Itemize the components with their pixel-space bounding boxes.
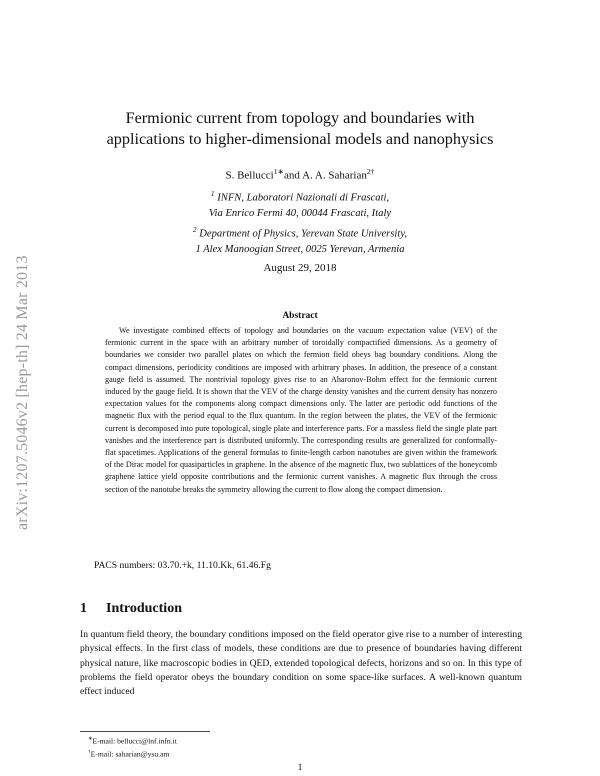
arxiv-identifier: arXiv:1207.5046v2 [hep-th] 24 Mar 2013 xyxy=(14,255,31,530)
affiliation-2 xyxy=(100,222,500,257)
affiliation-1-line-1: INFN, Laboratori Nazionali di Frascati, xyxy=(217,192,390,204)
affiliation-2-line-1: Department of Physics, Yerevan State University, xyxy=(199,228,408,240)
abstract-heading: Abstract xyxy=(282,311,318,321)
footnote-1 xyxy=(80,734,500,747)
footnote-2-mark: † xyxy=(88,749,91,756)
affiliation-1 xyxy=(100,186,500,221)
footnote-1-text: E-mail: bellucci@lnf.infn.it xyxy=(92,736,177,746)
page-number: 1 xyxy=(297,762,303,773)
paper-title xyxy=(80,108,520,150)
abstract-text: We investigate combined effects of topology and boundaries on the vacuum expectation value (VEV) of the fermionic current in the space with an arbitrary number of toroidally compactified dimensions. As a geometry of boundaries we consider two parallel plates on which the fermion field obeys bag boundary conditions. Along the compact dimensions, periodicity conditions are imposed with arbitrary phases. In addition, the presence of a constant gauge field is assumed. The nontrivial topology gives rise to an Aharonov-Bohm effect for the fermionic current induced by the gauge field. It is shown that the VEV of the charge density vanishes and the current density has nonzero expectation values for the components along compact dimensions only. The latter are periodic odd functions of the magnetic flux with the period equal to the flux quantum. In the region between the plates, the VEV of the fermionic current is decomposed into pure topological, single plate and interference parts. For a massless field the single plate part vanishes and the interference part is distributed uniformly. The corresponding results are generalized for conformally-flat spacetimes. Applications of the general formulas to finite-length carbon nanotubes are given within the framework of the Dirac model for quasiparticles in graphene. In the absence of the magnetic flux, two sublattices of the honeycomb graphene lattice yield opposite contributions and the fermionic current vanishes. A magnetic flux through the cross section of the nanotube breaks the symmetry allowing the current to flow along the compact dimension. xyxy=(105,326,497,494)
section-number: 1 xyxy=(80,601,87,616)
paper-date: August 29, 2018 xyxy=(263,262,337,274)
author-2-mark: 2† xyxy=(366,167,375,176)
affiliation-1-line-2: Via Enrico Fermi 40, 00044 Frascati, Italy xyxy=(208,207,392,219)
author-list xyxy=(150,167,450,182)
affiliation-2-mark: 2 xyxy=(192,225,197,234)
footnote-2-text: E-mail: saharian@ysu.am xyxy=(90,749,170,759)
footnote-1-mark: ∗ xyxy=(88,736,93,742)
footnote-rule xyxy=(80,731,210,732)
author-2: and A. A. Saharian xyxy=(284,169,367,182)
introduction-text: In quantum field theory, the boundary conditions imposed on the field operator give rise to a number of interesting physical effects. In the first class of models, these conditions are due to presence of boundaries having different physical nature, like macroscopic bodies in QED, extended topological defects, horizons and so on. In this type of problems the field operator obeys the boundary condition on some space-like surfaces. A well-known quantum effect induced xyxy=(80,629,522,698)
affiliation-1-mark: 1 xyxy=(210,189,215,198)
footnotes xyxy=(80,734,500,760)
author-1: S. Bellucci xyxy=(225,169,274,182)
author-1-mark: 1∗ xyxy=(273,167,285,176)
footnote-2 xyxy=(80,747,500,760)
title-line-1: Fermionic current from topology and boundaries with xyxy=(125,109,475,127)
pacs-numbers: PACS numbers: 03.70.+k, 11.10.Kk, 61.46.Fg xyxy=(94,560,271,571)
section-title: Introduction xyxy=(106,601,182,616)
section-heading xyxy=(80,601,380,617)
title-line-2: applications to higher-dimensional models and nanophysics xyxy=(106,130,494,148)
affiliation-2-line-2: 1 Alex Manoogian Street, 0025 Yerevan, Armenia xyxy=(195,243,405,255)
